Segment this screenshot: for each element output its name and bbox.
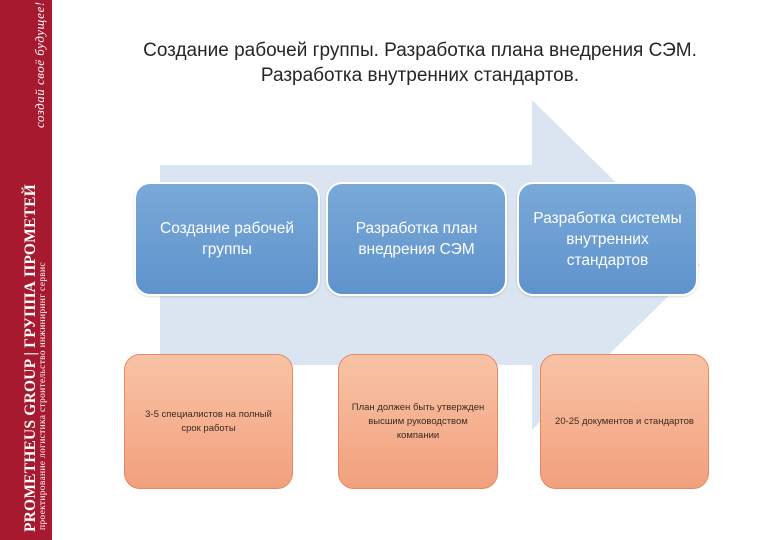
brand-strip: [0, 0, 52, 540]
step-label-3: Разработка системы внутренних стандартов: [533, 209, 682, 269]
detail-text-1: 3-5 специалистов на полный срок работы: [145, 408, 272, 434]
detail-box-1: [124, 354, 293, 489]
step-box-3: [517, 182, 698, 296]
detail-box-2: [338, 354, 498, 489]
slide-title-line-1: Создание рабочей группы. Разработка плана внедрения СЭМ.: [143, 40, 697, 61]
detail-text-3: 20-25 документов и стандартов: [555, 415, 694, 427]
slide-title-line-2: Разработка внутренних стандартов.: [260, 65, 580, 86]
detail-text-2: План должен быть утвержден высшим руководством компании: [351, 401, 485, 441]
step-label-1: Создание рабочей группы: [160, 220, 294, 258]
brand-services: проектирование логистика строительство инжиниринг сервис: [38, 262, 48, 530]
brand-logo-text: PROMETHEUS GROUP | ГРУППА ПРОМЕТЕЙ: [22, 184, 39, 532]
slide-title: [70, 38, 770, 88]
step-label-2: Разработка план внедрения СЭМ: [355, 220, 478, 258]
step-box-1: [134, 182, 320, 296]
brand-slogan: создай своё будущее!: [32, 1, 47, 128]
detail-box-3: [540, 354, 709, 489]
step-box-2: [326, 182, 507, 296]
